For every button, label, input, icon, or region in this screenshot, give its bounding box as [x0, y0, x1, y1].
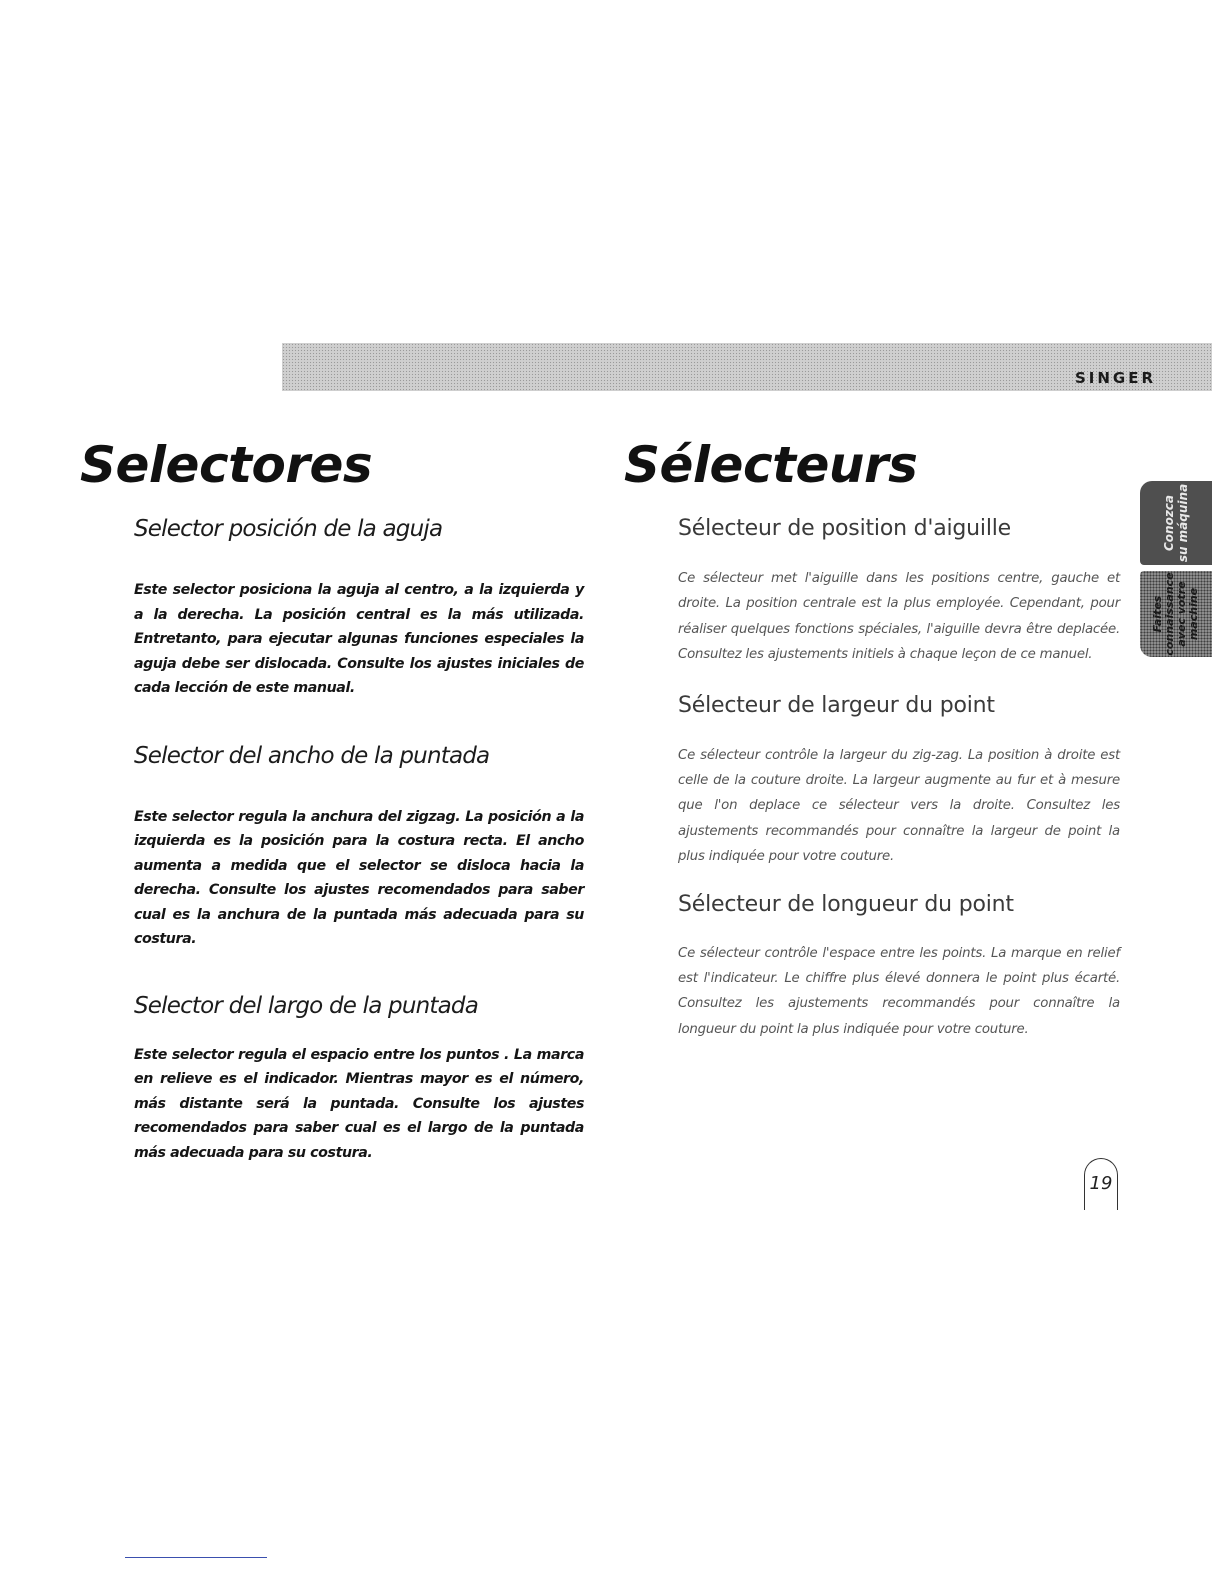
header-band — [282, 343, 1212, 391]
fr-heading-needle-position: Sélecteur de position d'aiguille — [678, 516, 1011, 541]
footer-divider — [125, 1557, 267, 1558]
spanish-column — [134, 516, 584, 1165]
es-heading-needle-position: Selector posición de la aguja — [134, 516, 443, 542]
page-number-text: 19 — [1089, 1173, 1113, 1194]
page-number — [1084, 1158, 1118, 1210]
fr-body-needle-position: Ce sélecteur met l'aiguille dans les positions centre, gauche et droite. La position centrale est la plus employée. Cependant, pour réaliser quelques fonctions spéciales, l'aiguille devra être deplacée. Consultez les ajustements initiels à chaque leçon de ce manuel. — [678, 571, 1120, 663]
es-body-needle-position: Este selector posiciona la aguja al centro, a la izquierda y a la derecha. La posición central es la más utilizada. Entretanto, para ejecutar algunas funciones especiales la aguja debe ser dislocada. Consulte los ajustes iniciales de cada lección de este manual. — [134, 582, 584, 696]
fr-heading-stitch-width: Sélecteur de largeur du point — [678, 692, 995, 718]
es-body-stitch-length: Este selector regula el espacio entre los puntos . La marca en relieve es el indicador. Mientras mayor es el número, más distante será la puntada. Consulte los ajustes recomendados para saber cual es el largo de la puntada más adecuada para su costura. — [134, 1046, 584, 1161]
spanish-title: Selectores — [80, 436, 373, 494]
es-heading-stitch-width: Selector del ancho de la puntada — [134, 742, 490, 769]
side-tab-french-label: Faites connaissance avec votre machine — [1151, 572, 1200, 656]
fr-heading-stitch-length: Sélecteur de longueur du point — [678, 891, 1014, 917]
brand-logo: SINGER — [1074, 369, 1156, 387]
side-tab-spanish-label: Conozca su máquina — [1162, 483, 1190, 563]
side-tab-spanish — [1140, 481, 1212, 565]
es-body-stitch-width: Este selector regula la anchura del zigzag. La posición a la izquierda es la posición para la costura recta. El ancho aumenta a medida que el selector se disloca hacia la derecha. Consulte los ajustes recomendados para saber cual es la anchura de la puntada más adecuada para su costura. — [134, 808, 584, 947]
es-heading-stitch-length: Selector del largo de la puntada — [134, 992, 478, 1019]
french-title: Sélecteurs — [624, 436, 918, 494]
side-tab-french — [1140, 571, 1212, 657]
fr-body-stitch-width: Ce sélecteur contrôle la largeur du zig-zag. La position à droite est celle de la couture droite. La largeur augmente au fur et à mesure que l'on deplace ce sélecteur vers la droite. Consultez les ajustements recommandés pour connaître la largeur de point la plus indiquée pour votre couture. — [678, 747, 1120, 865]
french-column — [678, 516, 1120, 1042]
fr-body-stitch-length: Ce sélecteur contrôle l'espace entre les points. La marque en relief est l'indicateur. Le chiffre plus élevé donnera le point plus écarté. Consultez les ajustements recommandés pour connaître la longueur du point la plus indiquée pour votre couture. — [678, 945, 1120, 1037]
